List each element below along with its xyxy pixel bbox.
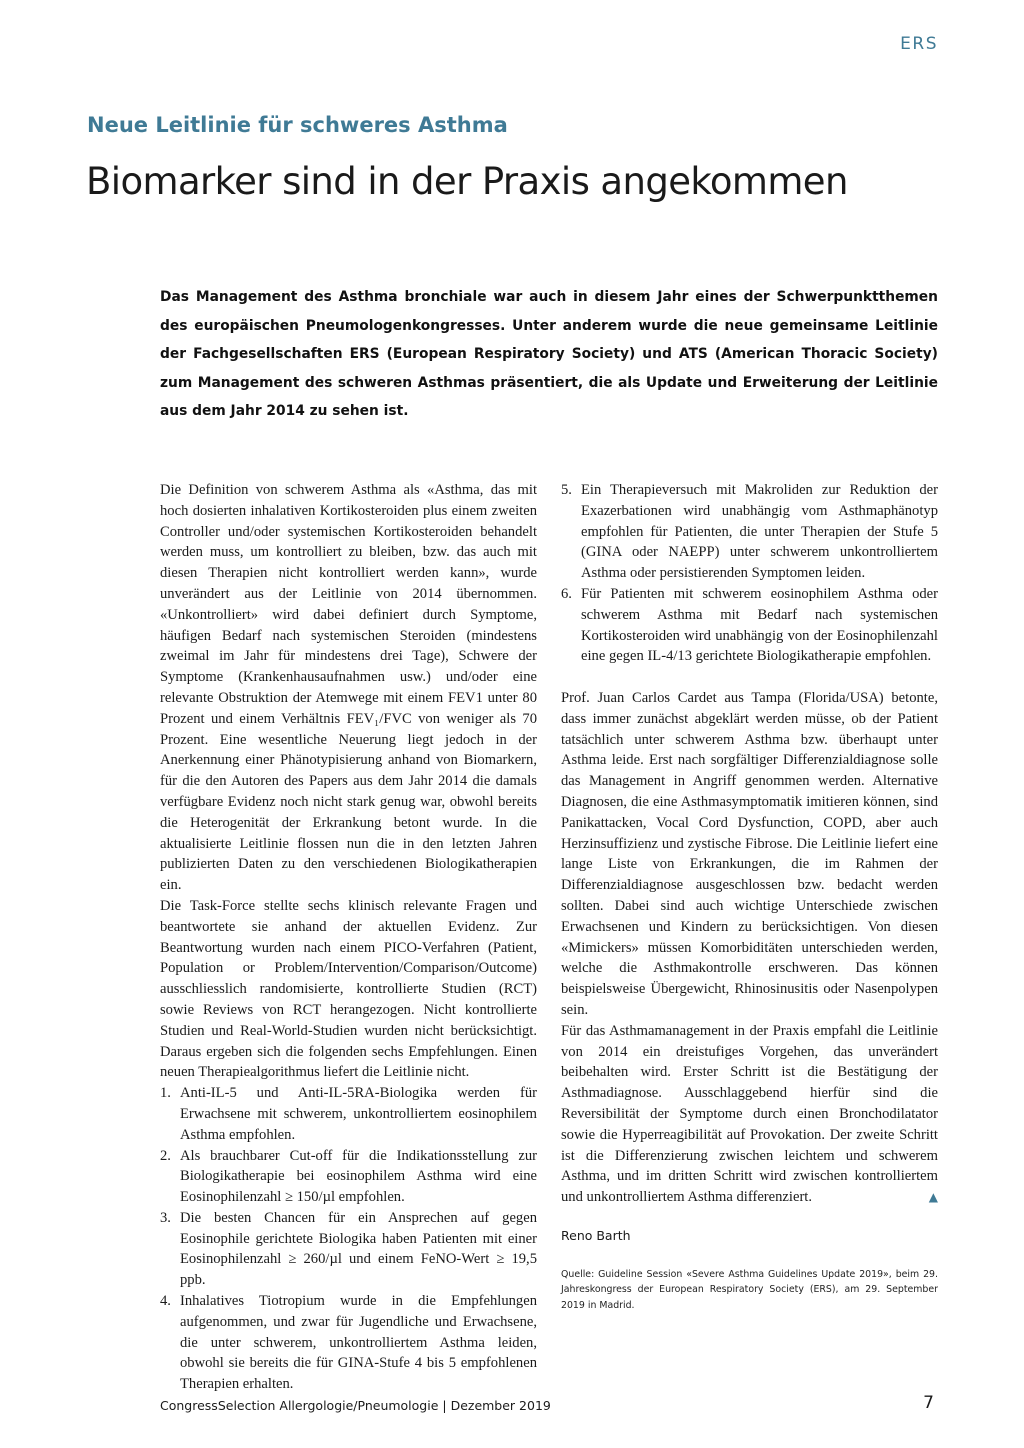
source-note: Quelle: Guideline Session «Severe Asthma Guidelines Update 2019», beim 29. Jahreskongress der European Respiratory Society (ERS), am 29. September 2019 in Madrid.: [561, 1268, 938, 1311]
recommendation-number: 4.: [160, 1293, 171, 1310]
article-lead: Das Management des Asthma bronchiale war auch in diesem Jahr eines der Schwerpunktthemen des europäischen Pneumologenkongresses. Unter anderem wurde die neue gemeinsame Leitlinie der Fachgesellschaften ERS (European Respiratory Society) und ATS (American Thoracic Society) zum Management des schweren Asthmas präsentiert, die als Update und Erweiterung der Leitlinie aus dem Jahr 2014 zu sehen ist.: [160, 289, 938, 420]
end-of-article-triangle-icon: ▲: [928, 1190, 938, 1205]
recommendation-text: Ein Therapieversuch mit Makroliden zur Reduktion der Exazerbationen wird unabhängig vom Asthmaphänotyp empfohlen für Patienten, die unter Therapien der Stufe 5 (GINA oder NAEPP) unter schwerem unkontrolliertem Asthma oder persistierenden Symptomen leiden.: [581, 482, 938, 582]
page-number: 7: [923, 1393, 934, 1413]
recommendation-number: 5.: [561, 482, 572, 498]
body-paragraph-text: Für das Asthmamanagement in der Praxis empfahl die Leitlinie von 2014 ein dreistufiges Vorgehen, das unverändert beibehalten wird. Erster Schritt ist die Bestätigung der Asthmadiagnose. Ausschlaggebend hierfür sind die Reversibilität der Symptome durch einen Bronchodilatator sowie die Hyperreagibilität auf Provokation. Der zweite Schritt ist die Differenzierung zwischen leichtem und schwerem Asthma, und im dritten Schritt wird zwischen kontrolliertem und unkontrolliertem Asthma differenziert.: [561, 1022, 938, 1206]
body-paragraph: Die Task-Force stellte sechs klinisch relevante Fragen und beantwortete sie anhand der aktuellen Evidenz. Zur Beantwortung wurden nach einem PICO-Verfahren (Patient, Population or Problem/Intervention/Comparison/Outcome) ausschliesslich randomisierte, kontrollierte Studien (RCT) sowie Reviews von RCT herangezogen. Nicht kontrollierte Studien und Real-World-Studien wurden nicht berücksichtigt. Daraus ergeben sich die folgenden sechs Empfehlungen. Einen neuen Therapiealgorithmus liefert die Leitlinie nicht.: [160, 897, 537, 1081]
body-paragraph: Die Definition von schwerem Asthma als «Asthma, das mit hoch dosierten inhalativen Kortikosteroiden plus einem zweiten Controller und/oder systemischen Kortikosteroiden behandelt werden muss, um kontrolliert zu bleiben, bzw. das auch mit diesen Therapien nicht kontrolliert werden kann», wurde unverändert aus der Leitlinie von 2014 übernommen. «Unkontrolliert» wird dabei definiert durch Symptome, häufigen Bedarf nach systemischen Steroiden (mindestens zweimal im Jahr für mindestens drei Tage), Schwere der Symptome (Krankenhausaufnahmen usw.) und/oder eine relevante Obstruktion der Atemwege mit einem FEV1 unter 80 Prozent und einem Verhältnis FEV₁/FVC von weniger als 70 Prozent. Eine wesentliche Neuerung liegt jedoch in der Anerkennung einer Phänotypisierung anhand von Biomarkern, für die den Autoren des Papers aus dem Jahr 2014 die damals verfügbare Evidenz noch nicht stark genug war, obwohl bereits die Heterogenität der Erkrankung betont wurde. In die aktualisierte Leitlinie flossen nun die in den letzten Jahren publizierten Daten zu den verschiedenen Biologikatherapien ein.: [160, 482, 537, 894]
recommendations-list: [160, 1083, 537, 1395]
recommendation-item: [561, 584, 938, 667]
recommendation-text: Für Patienten mit schwerem eosinophilem Asthma oder schwerem Asthma mit Bedarf nach systemischen Kortikosteroiden wird unabhängig von der Eosinophilenzahl eine gegen IL-4/13 gerichtete Biologikatherapie empfohlen.: [581, 585, 938, 665]
recommendation-item: [160, 1208, 537, 1291]
recommendation-text: Inhalatives Tiotropium wurde in die Empfehlungen aufgenommen, und zwar für Jugendliche und Erwachsene, die unter schwerem, unkontrolliertem Asthma leiden, obwohl sie bereits die für GINA-Stufe 4 bis 5 empfohlenen Therapien erhalten.: [180, 1293, 537, 1393]
recommendation-text: Anti-IL-5 und Anti-IL-5RA-Biologika werden für Erwachsene mit schwerem, unkontrolliertem eosinophilem Asthma empfohlen.: [180, 1085, 537, 1143]
body-paragraph: Prof. Juan Carlos Cardet aus Tampa (Florida/USA) betonte, dass immer zunächst abgeklärt werden müsse, ob der Patient tatsächlich unter schwerem Asthma bzw. überhaupt unter Asthma leide. Erst nach sorgfältiger Differenzialdiagnose solle das Management in Angriff genommen werden. Alternative Diagnosen, die eine Asthmasymptomatik imitieren können, sind Panikattacken, Vocal Cord Dysfunction, COPD, aber auch Herzinsuffizienz und zystische Fibrose. Die Leitlinie liefert eine lange Liste von Erkrankungen, die im Rahmen der Differenzialdiagnose ausgeschlossen bzw. bedacht werden sollten. Dabei sind auch wichtige Unterschiede zwischen Erwachsenen und Kindern zu berücksichtigen. Von diesen «Mimickers» müssen Komorbiditäten unterschieden werden, welche die Asthmakontrolle erschweren. Das können beispielsweise Übergewicht, Rhinosinusitis oder Nasenpolypen sein.: [561, 689, 938, 1018]
recommendation-text: Die besten Chancen für ein Ansprechen auf gegen Eosinophile gerichtete Biologika haben Patienten mit einer Eosinophilenzahl ≥ 260/µl und einem FeNO-Wert ≥ 19,5 ppb.: [180, 1209, 537, 1289]
recommendations-list-continued: [561, 480, 938, 667]
recommendation-item: [160, 1083, 537, 1145]
article-kicker: Neue Leitlinie für schweres Asthma: [87, 113, 508, 137]
recommendation-text: Als brauchbarer Cut-off für die Indikationsstellung zur Biologikatherapie bei eosinophilem Asthma wird eine Eosinophilenzahl ≥ 150/µl empfohlen.: [180, 1147, 537, 1206]
author-name: Reno Barth: [561, 1227, 631, 1243]
section-tag: ERS: [900, 34, 938, 54]
right-column: [561, 480, 938, 1313]
recommendation-item: [160, 1291, 537, 1395]
article-headline: Biomarker sind in der Praxis angekommen: [86, 160, 848, 203]
recommendation-item: [561, 480, 938, 584]
body-paragraph: [561, 1021, 938, 1208]
footer-publication: CongressSelection Allergologie/Pneumologie | Dezember 2019: [160, 1398, 551, 1413]
recommendation-item: [160, 1146, 537, 1208]
left-column: [160, 480, 537, 1395]
recommendation-number: 6.: [561, 585, 572, 602]
recommendation-number: 3.: [160, 1209, 171, 1226]
recommendation-number: 1.: [160, 1085, 171, 1102]
recommendation-number: 2.: [160, 1147, 171, 1164]
